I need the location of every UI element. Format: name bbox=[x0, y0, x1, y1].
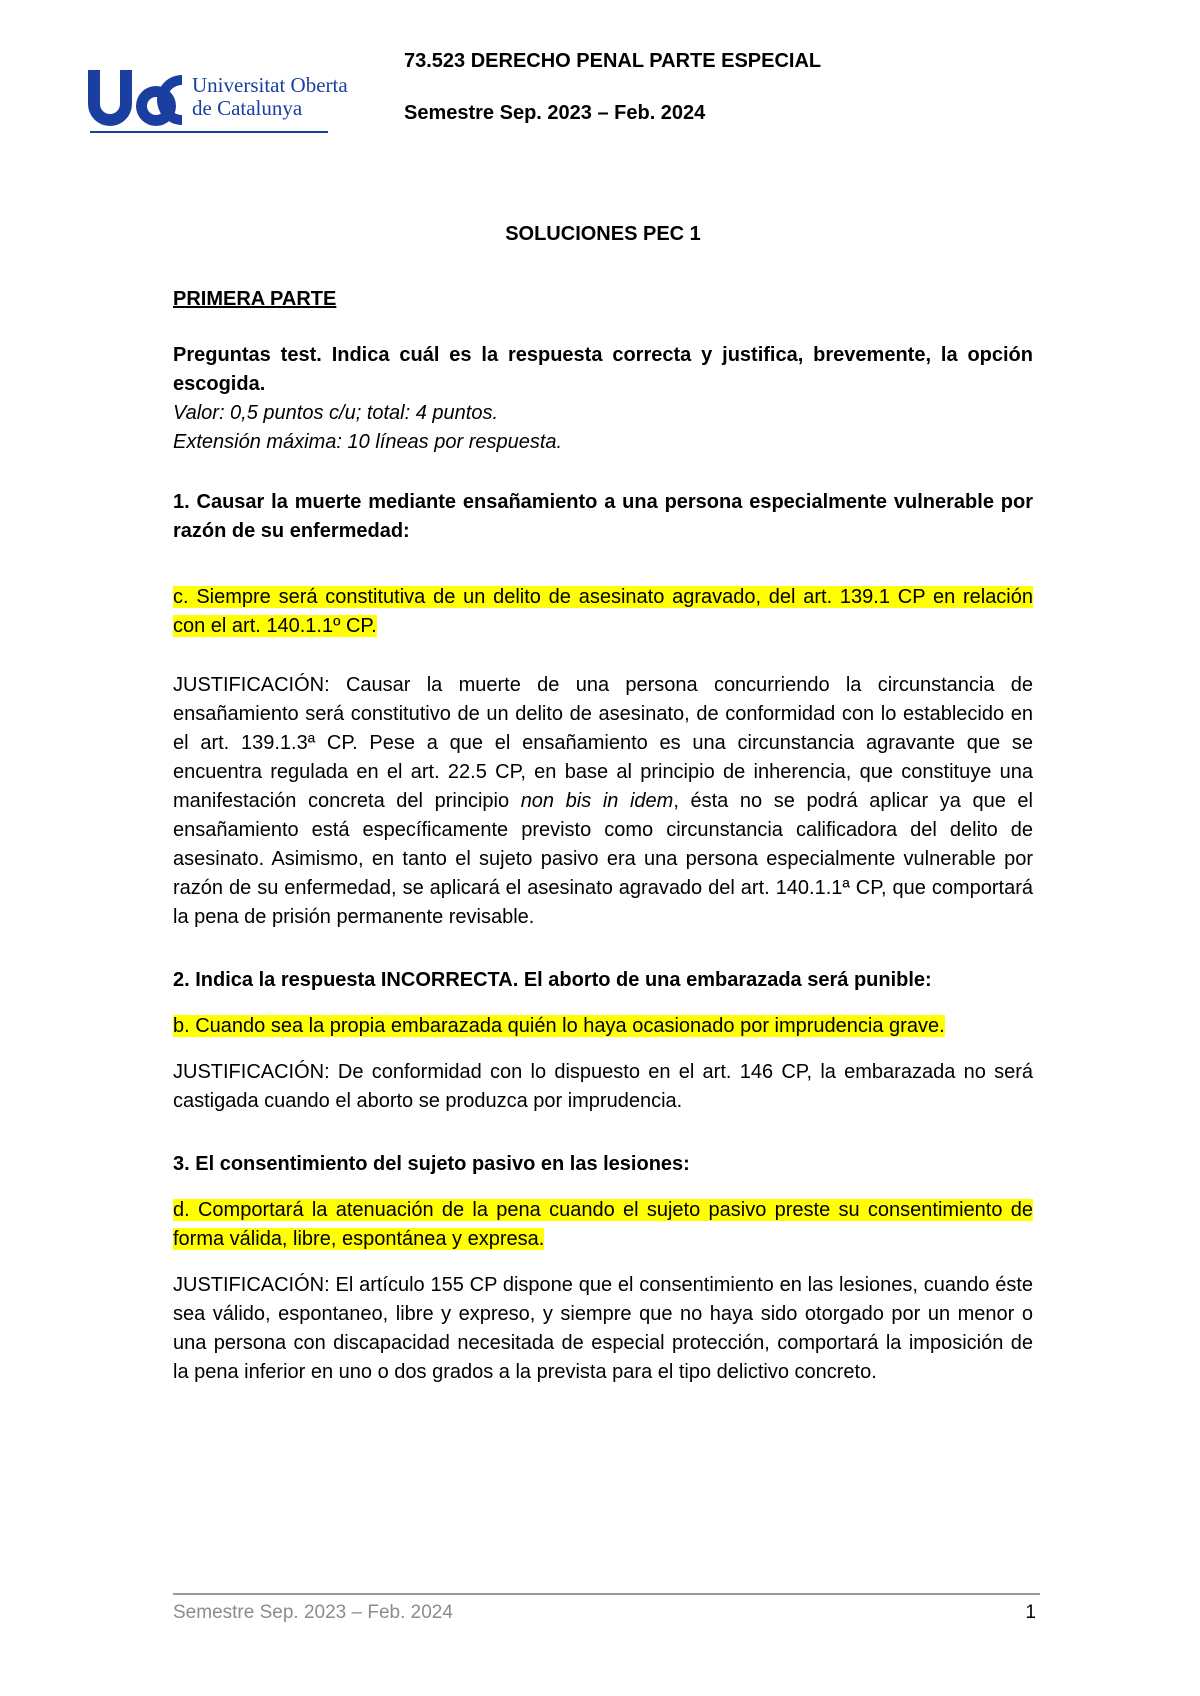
footer-semester: Semestre Sep. 2023 – Feb. 2024 bbox=[173, 1602, 453, 1623]
answer-3 bbox=[173, 1196, 1033, 1254]
question-2: 2. Indica la respuesta INCORRECTA. El aborto de una embarazada será punible: bbox=[173, 969, 932, 991]
semester-header: Semestre Sep. 2023 – Feb. 2024 bbox=[404, 102, 706, 124]
extension-text: Extensión máxima: 10 líneas por respuesta. bbox=[173, 431, 563, 453]
justification-3: JUSTIFICACIÓN: El artículo 155 CP dispone que el consentimiento en las lesiones, cuando éste sea válido, espontaneo, libre y expreso, y siempre que no haya sido otorgado por un menor o una persona con discapacidad necesitada de especial protección, comportará la imposición de la pena inferior en uno o dos grados a la prevista para el tipo delictivo concreto. bbox=[173, 1274, 1033, 1383]
page-number: 1 bbox=[1025, 1602, 1036, 1623]
justification-1 bbox=[173, 671, 1033, 932]
answer-1-highlight: c. Siempre será constitutiva de un delito de asesinato agravado, del art. 139.1 CP en relación con el art. 140.1.1º CP. bbox=[173, 586, 1033, 637]
logo-line2: de Catalunya bbox=[192, 96, 303, 120]
justification-1-part2: , ésta no se podrá aplicar ya que el ensañamiento está específicamente previsto como circunstancia calificadora del delito de asesinato. Asimismo, en tanto el sujeto pasivo era una persona especialmente vulnerable por razón de su enfermedad, se aplicará el asesinato agravado del art. 140.1.1ª CP, que comportará la pena de prisión permanente revisable. bbox=[173, 790, 1033, 928]
footer-divider bbox=[173, 1593, 1040, 1595]
course-title: 73.523 DERECHO PENAL PARTE ESPECIAL bbox=[404, 50, 822, 72]
valor-text: Valor: 0,5 puntos c/u; total: 4 puntos. bbox=[173, 402, 499, 424]
justification-2: JUSTIFICACIÓN: De conformidad con lo dispuesto en el art. 146 CP, la embarazada no será castigada cuando el aborto se produzca por imprudencia. bbox=[173, 1061, 1033, 1112]
document-title: SOLUCIONES PEC 1 bbox=[505, 223, 701, 245]
logo-underline bbox=[90, 131, 328, 133]
justification-1-part1: JUSTIFICACIÓN: Causar la muerte de una persona concurriendo la circunstancia de ensañamiento será constitutivo de un delito de asesinato, de conformidad con lo establecido en el art. 139.1.3ª CP. Pese a que el ensañamiento es una circunstancia agravante que se encuentra regulada en el art. 22.5 CP, en base al principio de inherencia, que constituye una manifestación concreta del principio bbox=[173, 674, 1033, 812]
answer-3-highlight: d. Comportará la atenuación de la pena cuando el sujeto pasivo preste su consentimiento de forma válida, libre, espontánea y expresa. bbox=[173, 1199, 1033, 1250]
answer-1 bbox=[173, 583, 1033, 641]
section-heading: PRIMERA PARTE bbox=[173, 288, 337, 310]
answer-2 bbox=[173, 1012, 1033, 1041]
uoc-logo bbox=[88, 70, 348, 136]
answer-2-highlight: b. Cuando sea la propia embarazada quién lo haya ocasionado por imprudencia grave. bbox=[173, 1015, 945, 1037]
uoc-logo-mark bbox=[88, 70, 348, 136]
logo-line1: Universitat Oberta bbox=[192, 73, 348, 97]
document-body bbox=[173, 220, 1033, 1387]
instructions: Preguntas test. Indica cuál es la respuesta correcta y justifica, brevemente, la opción escogida. bbox=[173, 344, 1033, 395]
question-1: 1. Causar la muerte mediante ensañamiento a una persona especialmente vulnerable por razón de su enfermedad: bbox=[173, 491, 1033, 542]
justification-1-italic: non bis in idem bbox=[520, 790, 674, 812]
question-3: 3. El consentimiento del sujeto pasivo en las lesiones: bbox=[173, 1153, 690, 1175]
